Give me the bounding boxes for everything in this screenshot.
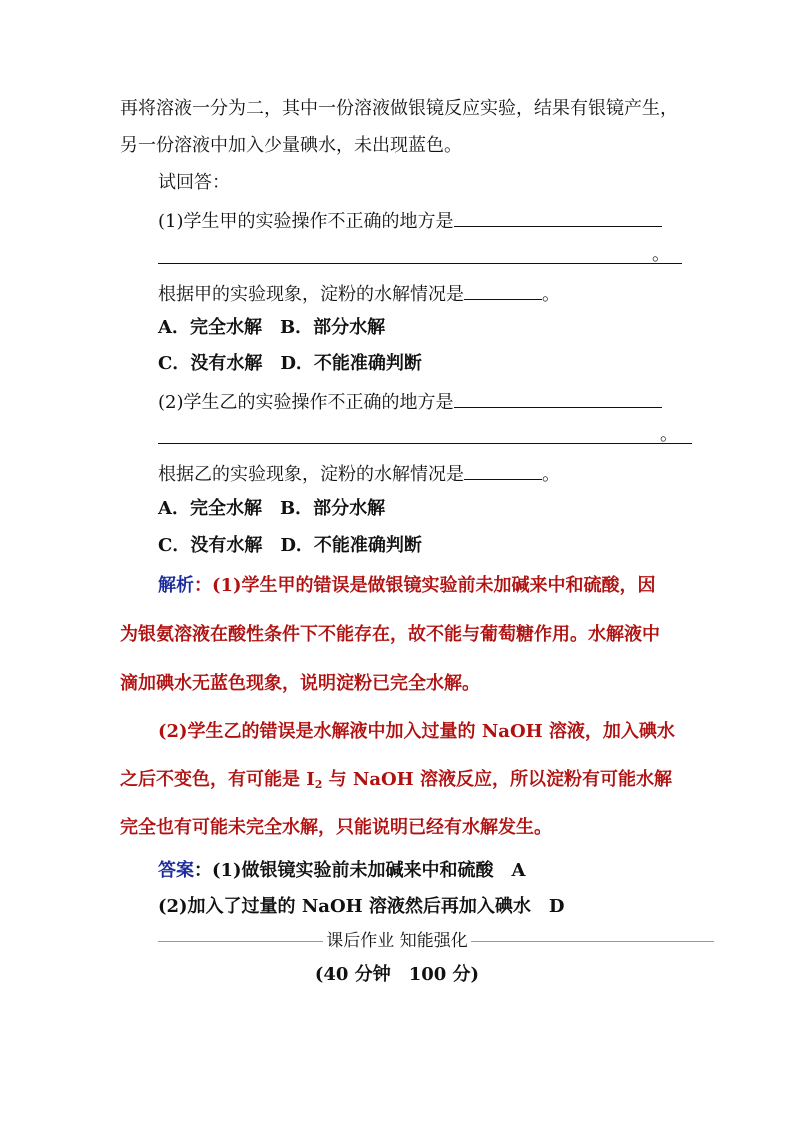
section-title xyxy=(0,930,794,952)
q2-judgement-end: 。 xyxy=(542,464,560,485)
answer-text-1: ：(1)做银镜实验前未加碱来中和硫酸 A xyxy=(194,860,526,881)
q1-options-2: C．没有水解 D．不能准确判断 xyxy=(158,353,422,374)
q2-judgement-blank[interactable] xyxy=(464,461,542,480)
analysis-line-1 xyxy=(158,575,656,597)
q1-stem-text: (1)学生甲的实验操作不正确的地方是 xyxy=(158,211,454,232)
answer-line-1 xyxy=(158,860,526,882)
analysis-p1-line-2: 为银氨溶液在酸性条件下不能存在，故不能与葡萄糖作用。水解液中 xyxy=(120,624,660,645)
prompt-text: 试回答： xyxy=(158,172,230,193)
analysis-p2-line-3: 完全也有可能未完全水解，只能说明已经有水解发生。 xyxy=(120,817,552,838)
q2-answer-blank[interactable] xyxy=(454,389,662,408)
section-subtitle: (40 分钟 100 分) xyxy=(314,964,480,985)
section-title-text: 课后作业 知能强化 xyxy=(323,931,470,951)
q1-answer-blank[interactable] xyxy=(454,208,662,227)
q1-options-1: A．完全水解 B．部分水解 xyxy=(158,317,386,338)
analysis-label: 解析 xyxy=(158,575,194,596)
q2-options-1: A．完全水解 B．部分水解 xyxy=(158,498,386,519)
analysis-p2-line-2-a: 之后不变色，有可能是 I xyxy=(120,769,315,790)
q2-options-2: C．没有水解 D．不能准确判断 xyxy=(158,535,422,556)
analysis-p2-line-2-b: 与 NaOH 溶液反应，所以淀粉有可能水解 xyxy=(322,769,672,790)
q2-stem-text: (2)学生乙的实验操作不正确的地方是 xyxy=(158,392,454,413)
answer-line-2: (2)加入了过量的 NaOH 溶液然后再加入碘水 D xyxy=(158,896,565,917)
intro-line-1: 再将溶液一分为二，其中一份溶液做银镜反应实验，结果有银镜产生， xyxy=(120,98,678,119)
q2-judgement xyxy=(158,461,560,486)
analysis-p2-line-1: (2)学生乙的错误是水解液中加入过量的 NaOH 溶液，加入碘水 xyxy=(158,721,675,742)
q1-judgement xyxy=(158,281,560,306)
analysis-p2-line-2 xyxy=(120,769,672,796)
analysis-colon: ： xyxy=(194,575,212,596)
q2-stem xyxy=(158,389,662,414)
q2-judgement-text: 根据乙的实验现象，淀粉的水解情况是 xyxy=(158,464,464,485)
q1-judgement-blank[interactable] xyxy=(464,281,542,300)
analysis-p1-line-3: 滴加碘水无蓝色现象，说明淀粉已完全水解。 xyxy=(120,673,480,694)
intro-line-2: 另一份溶液中加入少量碘水，未出现蓝色。 xyxy=(120,135,462,156)
answer-label: 答案 xyxy=(158,860,194,881)
q1-period: 。 xyxy=(652,244,670,265)
q1-judgement-text: 根据甲的实验现象，淀粉的水解情况是 xyxy=(158,284,464,305)
q1-stem xyxy=(158,208,662,233)
q2-answer-blank-line-2[interactable] xyxy=(158,443,692,444)
q2-period: 。 xyxy=(660,424,678,445)
iodine-subscript: 2 xyxy=(314,778,323,791)
analysis-p1-line-1: (1)学生甲的错误是做银镜实验前未加碱来中和硫酸，因 xyxy=(212,575,656,596)
q1-judgement-end: 。 xyxy=(542,284,560,305)
q1-answer-blank-line-2[interactable] xyxy=(158,263,682,264)
